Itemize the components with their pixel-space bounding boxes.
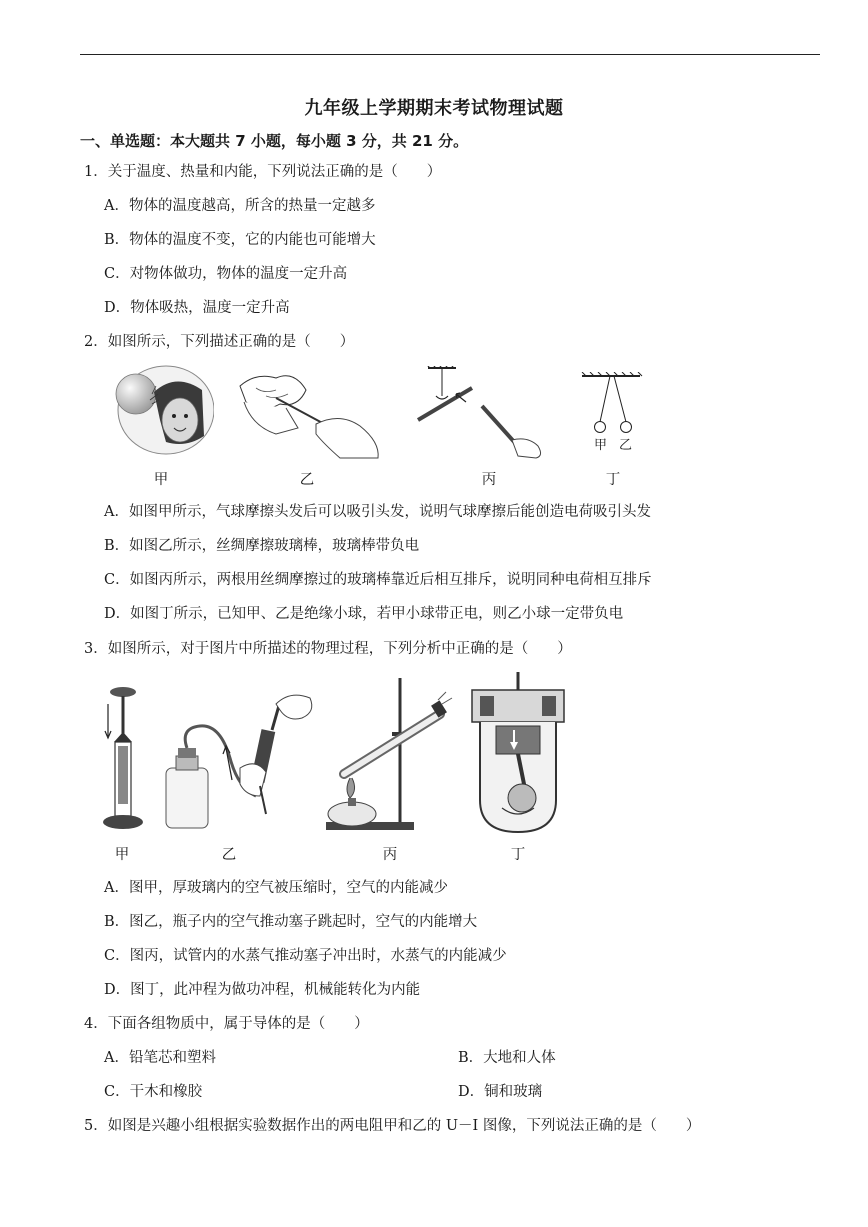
question-4-option-b: B．大地和人体 (458, 1050, 556, 1066)
question-1-option-d: D．物体吸热，温度一定升高 (104, 300, 290, 316)
question-2-option-d: D．如图丁所示，已知甲、乙是绝缘小球，若甲小球带正电，则乙小球一定带负电 (104, 606, 624, 622)
ball-label-yi: 乙 (619, 438, 633, 453)
question-2-option-a: A．如图甲所示，气球摩擦头发后可以吸引头发，说明气球摩擦后能创造电荷吸引头发 (104, 504, 651, 520)
silk-rubbing-rod-figure (236, 368, 384, 460)
question-1-stem: 1．关于温度、热量和内能，下列说法正确的是（ ） (84, 164, 442, 180)
figure-2-caption-bing: 丙 (481, 472, 497, 488)
header-rule (80, 54, 820, 55)
section-heading: 一、单选题：本大题共 7 小题，每小题 3 分，共 21 分。 (80, 132, 469, 150)
question-3-option-b: B．图乙，瓶子内的空气推动塞子跳起时，空气的内能增大 (104, 914, 478, 930)
page-title: 九年级上学期期末考试物理试题 (304, 98, 564, 119)
question-2-option-b: B．如图乙所示，丝绸摩擦玻璃棒，玻璃棒带负电 (104, 538, 420, 554)
ball-label-jia: 甲 (594, 438, 608, 453)
two-pith-balls-figure (580, 372, 644, 454)
figure-3-caption-yi: 乙 (221, 847, 237, 863)
question-1-option-c: C．对物体做功，物体的温度一定升高 (104, 266, 348, 282)
balloon-hair-figure (106, 364, 214, 456)
question-4-option-d: D．铜和玻璃 (458, 1084, 543, 1100)
question-1-option-b: B．物体的温度不变，它的内能也可能增大 (104, 232, 376, 248)
figure-2-caption-jia: 甲 (153, 472, 169, 488)
figure-3-caption-jia: 甲 (114, 847, 130, 863)
question-3-option-a: A．图甲，厚玻璃内的空气被压缩时，空气的内能减少 (104, 880, 448, 896)
figure-3-caption-ding: 丁 (510, 847, 526, 863)
test-tube-heating-figure (322, 674, 454, 834)
engine-cylinder-figure (470, 670, 566, 836)
question-3-option-d: D．图丁，此冲程为做功冲程，机械能转化为内能 (104, 982, 421, 998)
question-4-stem: 4．下面各组物质中，属于导体的是（ ） (84, 1016, 369, 1032)
question-2-stem: 2．如图所示，下列描述正确的是（ ） (84, 334, 355, 350)
question-5-stem: 5．如图是兴趣小组根据实验数据作出的两电阻甲和乙的 U－I 图像，下列说法正确的是（ ） (84, 1118, 701, 1134)
question-4-option-a: A．铅笔芯和塑料 (104, 1050, 216, 1066)
question-3-option-c: C．图丙，试管内的水蒸气推动塞子冲出时，水蒸气的内能减少 (104, 948, 507, 964)
figure-2-caption-ding: 丁 (605, 472, 621, 488)
figure-3-caption-bing: 丙 (382, 847, 398, 863)
question-3-stem: 3．如图所示，对于图片中所描述的物理过程，下列分析中正确的是（ ） (84, 641, 572, 657)
figure-2-caption-yi: 乙 (299, 472, 315, 488)
question-2-option-c: C．如图丙所示，两根用丝绸摩擦过的玻璃棒靠近后相互排斥，说明同种电荷相互排斥 (104, 572, 652, 588)
question-1-option-a: A．物体的温度越高，所含的热量一定越多 (104, 198, 376, 214)
question-4-option-c: C．干木和橡胶 (104, 1084, 203, 1100)
air-compression-figure (100, 686, 146, 832)
bottle-pump-figure (160, 688, 320, 830)
two-glass-rods-figure (416, 366, 546, 460)
